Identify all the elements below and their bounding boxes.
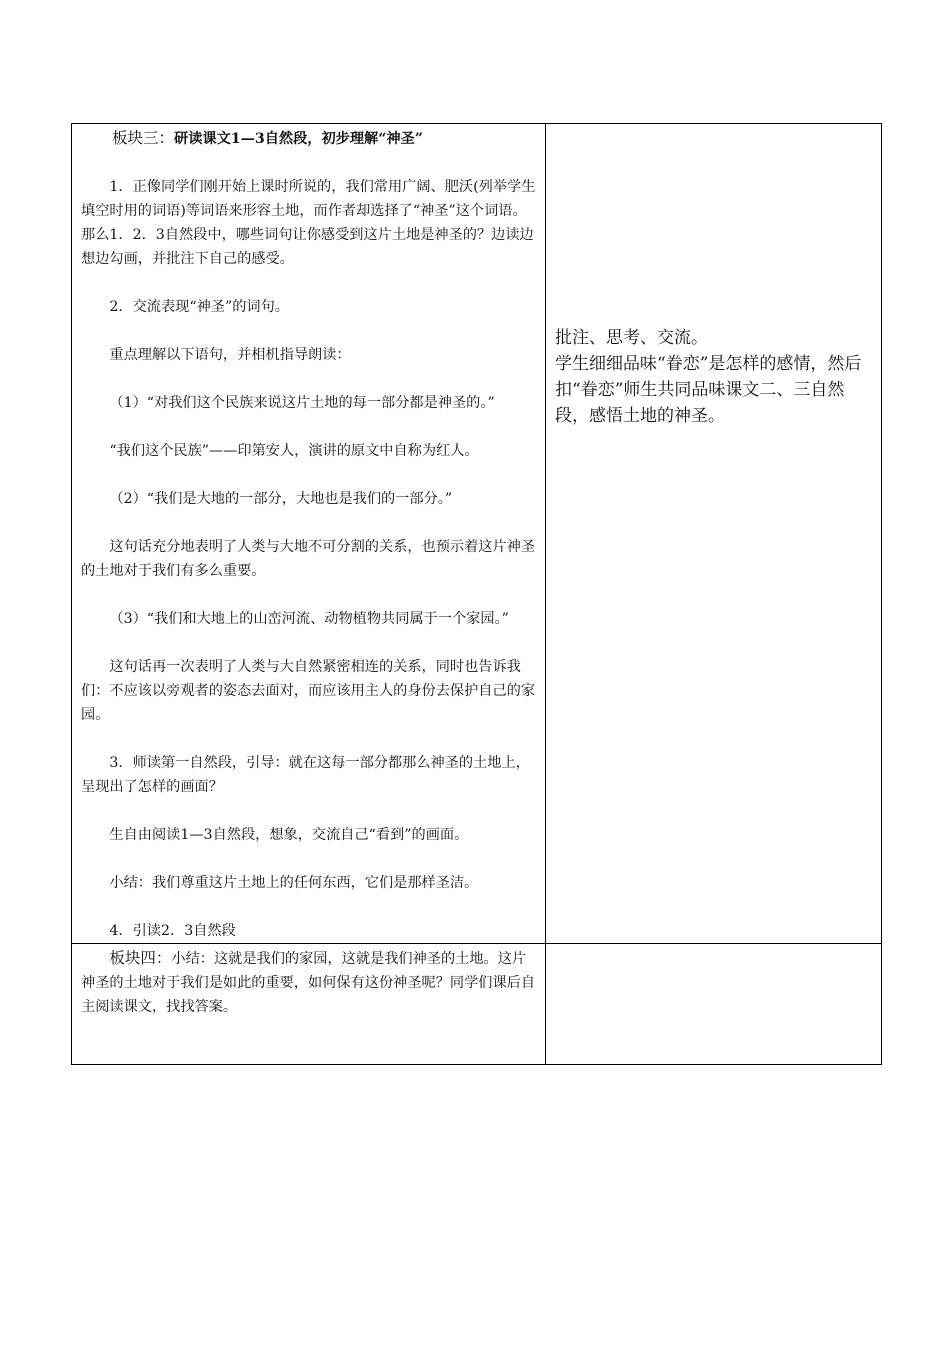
section4-row [72,944,882,1065]
paragraph: （2）“我们是大地的一部分，大地也是我们的一部分。” [109,491,453,507]
section4-notes-cell [546,944,882,1065]
section4-text [81,946,537,1019]
paragraph: 生自由阅读1—3自然段，想象，交流自己“看到”的画面。 [109,827,469,843]
paragraph: 4．引读2．3自然段 [109,923,236,939]
paragraph: （3）“我们和大地上的山峦河流、动物植物共同属于一个家园。” [109,611,509,627]
section3-title: 研读课文1—3自然段，初步理解“神圣” [174,131,423,147]
note-line: 批注、思考、交流。 [555,328,708,348]
paragraph: 3．师读第一自然段，引导：就在这每一部分都那么神圣的土地上，呈现出了怎样的画面？ [81,755,530,795]
paragraph: （1）“对我们这个民族来说这片土地的每一部分都是神圣的。” [109,395,495,411]
section4-lead: 板块四： [109,949,172,967]
section3-content-cell [72,124,546,944]
paragraph: 小结：我们尊重这片土地上的任何东西，它们是那样圣洁。 [109,875,479,891]
lesson-plan-table [71,123,882,1065]
note-line: 学生细细品味“眷恋”是怎样的感情，然后扣“眷恋”师生共同品味课文二、三自然段，感悟土地的神圣。 [555,354,862,426]
paragraph: 这句话再一次表明了人类与大自然紧密相连的关系，同时也告诉我们：不应该以旁观者的姿态去面对，而应该用主人的身份去保护自己的家园。 [81,659,536,723]
section4-content-cell [72,944,546,1065]
paragraph: 重点理解以下语句，并相机指导朗读： [109,347,351,363]
paragraph: 2．交流表现“神圣”的词句。 [109,299,289,315]
section3-heading [81,126,537,151]
paragraph: 这句话充分地表明了人类与大地不可分割的关系，也预示着这片神圣的土地对于我们有多么重要。 [81,539,536,579]
section4-body: 小结：这就是我们的家园，这就是我们神圣的土地。这片神圣的土地对于我们是如此的重要，如何保有这份神圣呢？同学们课后自主阅读课文，找找答案。 [81,951,536,1015]
section3-row [72,124,882,944]
section3-notes-cell [546,124,882,944]
paragraph: “我们这个民族”——印第安人，演讲的原文中自称为红人。 [109,443,479,459]
section3-title-prefix: 板块三： [112,129,175,147]
paragraph: 1．正像同学们刚开始上课时所说的，我们常用广阔、肥沃(列举学生填空时用的词语)等词语来形容土地，而作者却选择了“神圣”这个词语。那么1．2．3自然段中，哪些词句让你感受到这片土地是神圣的？边读边想边勾画，并批注下自己的感受。 [81,179,536,267]
